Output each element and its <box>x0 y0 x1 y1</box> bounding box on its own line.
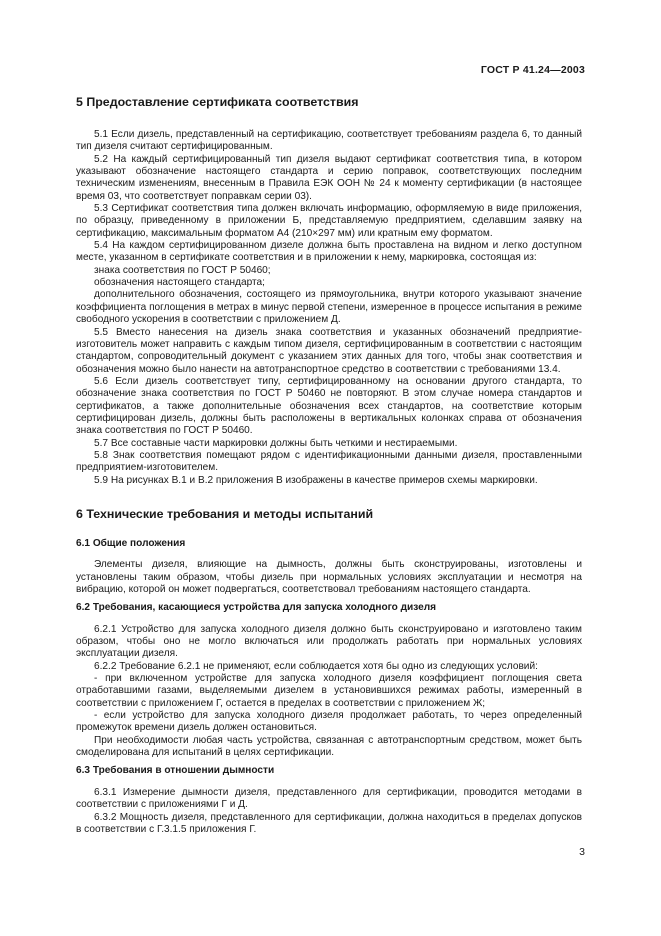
paragraph-6-2-note: При необходимости любая часть устройства, связанная с автотранспортным средством, может быть смоделирована для испытаний в целях сертификации. <box>76 734 582 759</box>
paragraph-5-5: 5.5 Вместо нанесения на дизель знака соответствия и указанных обозначений предприятие-изготовитель может направить с каждым типом дизеля, сертифицированным в соответствии с настоящим стандартом, сопроводительный документ с указанием этих данных для того, чтобы знак соответствия и обозначения можно было нанести на автотранспортное средство в соответствии с требованиями 13.4. <box>76 326 582 375</box>
subsection-6-1-title: 6.1 Общие положения <box>76 537 186 549</box>
condition-item-1: - при включенном устройстве для запуска холодного дизеля коэффициент поглощения света отработавшими газами, выделяемыми дизелем в установившихся режимах работы, измеренный в соответствии с приложением Г, остается в пределах в соответствии с приложением Ж; <box>76 673 582 709</box>
paragraph-6-3-2: 6.3.2 Мощность дизеля, представленного для сертификации, должна находиться в пределах допусков в соответствии с Г.3.1.5 приложения Г. <box>76 811 582 835</box>
section-5-title: 5 Предоставление сертификата соответствия <box>76 95 359 109</box>
paragraph-5-7: 5.7 Все составные части маркировки должны быть четкими и нестираемыми. <box>94 437 458 449</box>
document-id-header: ГОСТ Р 41.24—2003 <box>480 64 585 76</box>
marking-item-3: дополнительного обозначения, состоящего из прямоугольника, внутри которого указывают значение коэффициента поглощения в метрах в минус первой степени, измеренное в процессе испытания в режиме свободного ускорения в соответствии с приложением Д. <box>76 289 582 326</box>
paragraph-5-6: 5.6 Если дизель соответствует типу, сертифицированному на основании другого стандарта, то обозначение знака соответствия по ГОСТ Р 50460 не повторяют. В этом случае номера стандартов и сертификатов, а также дополнительные обозначения всех стандартов, на соответствие которым сертифицирован дизель, должны быть расположены в вертикальных колонках справа от обозначения знака соответствия по ГОСТ Р 50460. <box>76 375 582 437</box>
subsection-6-2-title: 6.2 Требования, касающиеся устройства для запуска холодного дизеля <box>76 602 437 614</box>
subsection-6-3-title: 6.3 Требования в отношении дымности <box>76 765 275 777</box>
document-body <box>76 95 582 836</box>
paragraph-5-3: 5.3 Сертификат соответствия типа должен включать информацию, оформляемую в виде приложения, по образцу, приведенному в приложении Б, представляемую предприятием, сделавшим заявку на сертификацию, максимальным форматом А4 (210×297 мм) или кратным ему форматом. <box>76 203 582 239</box>
paragraph-5-8: 5.8 Знак соответствия помещают рядом с идентификационными данными дизеля, проставленными предприятием-изготовителем. <box>76 449 582 474</box>
paragraph-6-2-2: 6.2.2 Требование 6.2.1 не применяют, если соблюдается хотя бы одно из следующих условий: <box>94 660 538 672</box>
paragraph-5-9: 5.9 На рисунках В.1 и В.2 приложения В изображены в качестве примеров схемы маркировки. <box>94 474 538 486</box>
marking-item-1: знака соответствия по ГОСТ Р 50460; <box>94 264 271 276</box>
paragraph-5-2: 5.2 На каждый сертифицированный тип дизеля выдают сертификат соответствия типа, в котором указывают обозначение настоящего стандарта и серию поправок, соответствующих последним техническим изменениям, внесенным в Правила ЕЭК ООН № 24 к моменту сертификации (в настоящее время 03, что соответствует поправкам серии 03). <box>76 153 582 202</box>
condition-item-2: - если устройство для запуска холодного дизеля продолжает работать, то через определенный промежуток времени дизель должен остановиться. <box>76 710 582 734</box>
paragraph-6-1: Элементы дизеля, влияющие на дымность, должны быть сконструированы, изготовлены и установлены таким образом, чтобы дизель при нормальных условиях эксплуатации и несмотря на вибрацию, которой он может подвергаться, соответствовал требованиям настоящего стандарта. <box>76 559 582 595</box>
paragraph-6-2-1: 6.2.1 Устройство для запуска холодного дизеля должно быть сконструировано и изготовлено таким образом, чтобы оно не могло включаться или продолжать работать при нормальных условиях эксплуатации дизеля. <box>76 623 582 660</box>
section-6-title: 6 Технические требования и методы испытаний <box>76 506 374 521</box>
marking-item-2: обозначения настоящего стандарта; <box>94 277 265 289</box>
paragraph-6-3-1: 6.3.1 Измерение дымности дизеля, представленного для сертификации, проводится методами в соответствии с приложениями Г и Д. <box>76 786 582 811</box>
page-number: 3 <box>579 846 585 858</box>
paragraph-5-4: 5.4 На каждом сертифицированном дизеле должна быть проставлена на видном и легко доступном месте, указанном в сертификате соответствия и в приложении к нему, маркировка, состоящая из: <box>76 240 582 264</box>
paragraph-5-1: 5.1 Если дизель, представленный на сертификацию, соответствует требованиям раздела 6, то данный тип дизеля считают сертифицированным. <box>76 129 582 153</box>
